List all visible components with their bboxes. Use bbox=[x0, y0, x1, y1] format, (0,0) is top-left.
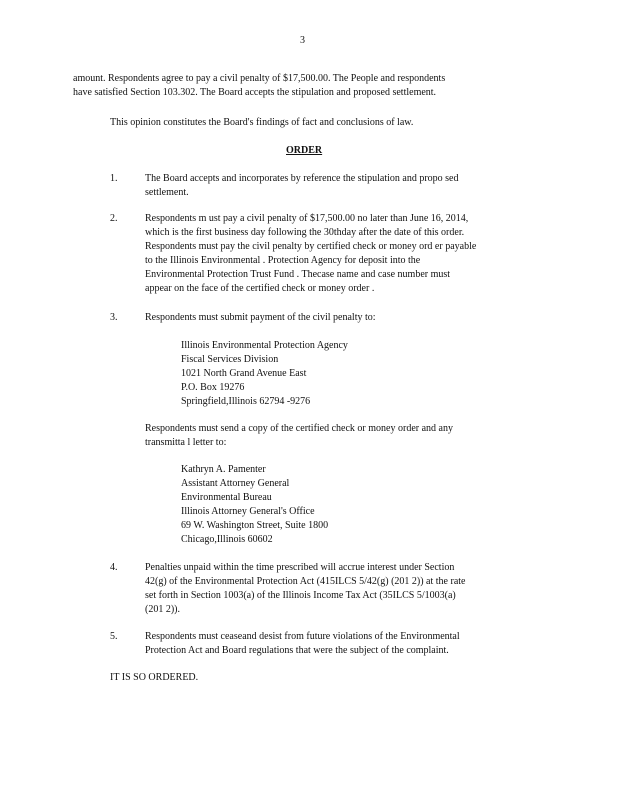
order-item-5 bbox=[145, 630, 535, 658]
page-number: 3 bbox=[300, 35, 305, 46]
address-line: Environmental Bureau bbox=[181, 492, 272, 503]
text-line: Respondents must ceaseand desist from future violations of the Environmental bbox=[145, 631, 460, 642]
text-line: set forth in Section 1003(a) of the Illinois Income Tax Act (35ILCS 5/1003(a) bbox=[145, 590, 456, 601]
text-line: Protection Act and Board regulations that were the subject of the complaint. bbox=[145, 645, 449, 656]
address-line: Kathryn A. Pamenter bbox=[181, 464, 266, 475]
text-line: transmitta l letter to: bbox=[145, 437, 227, 448]
text-line: appear on the face of the certified check or money order . bbox=[145, 283, 375, 294]
attorney-address bbox=[181, 463, 328, 547]
address-line: Assistant Attorney General bbox=[181, 478, 290, 489]
payment-address bbox=[181, 339, 348, 409]
closing-statement: IT IS SO ORDERED. bbox=[110, 672, 199, 683]
address-line: Springfield,Illinois 62794 -9276 bbox=[181, 396, 311, 407]
text-line: (201 2)). bbox=[145, 604, 180, 615]
item-number: 4. bbox=[110, 562, 118, 573]
item-number: 5. bbox=[110, 631, 118, 642]
order-item-1 bbox=[145, 172, 535, 200]
address-line: 1021 North Grand Avenue East bbox=[181, 368, 307, 379]
text-line: have satisfied Section 103.302. The Board accepts the stipulation and proposed settlement. bbox=[73, 87, 437, 98]
text-line: to the Illinois Environmental . Protection Agency for deposit into the bbox=[145, 255, 421, 266]
order-item-3 bbox=[145, 311, 535, 325]
text-line: The Board accepts and incorporates by reference the stipulation and propo sed bbox=[145, 173, 459, 184]
order-item-2 bbox=[145, 212, 535, 296]
intro-paragraph bbox=[73, 72, 445, 100]
address-line: Fiscal Services Division bbox=[181, 354, 279, 365]
order-heading: ORDER bbox=[286, 145, 323, 156]
text-line: Environmental Protection Trust Fund . Thecase name and case number must bbox=[145, 269, 451, 280]
address-line: P.O. Box 19276 bbox=[181, 382, 245, 393]
order-item-4 bbox=[145, 561, 535, 617]
address-line: Illinois Attorney General's Office bbox=[181, 506, 315, 517]
address-line: Illinois Environmental Protection Agency bbox=[181, 340, 348, 351]
text-line: Respondents must send a copy of the certified check or money order and any bbox=[145, 423, 453, 434]
opinion-statement: This opinion constitutes the Board's findings of fact and conclusions of law. bbox=[110, 117, 414, 128]
text-line: Penalties unpaid within the time prescribed will accrue interest under Section bbox=[145, 562, 455, 573]
address-line: 69 W. Washington Street, Suite 1800 bbox=[181, 520, 329, 531]
text-line: Respondents must pay the civil penalty by certified check or money ord er payable bbox=[145, 241, 477, 252]
transmittal-instruction bbox=[145, 422, 535, 450]
text-line: settlement. bbox=[145, 187, 189, 198]
text-line: which is the first business day following the 30thday after the date of this order. bbox=[145, 227, 465, 238]
text-line: Respondents must submit payment of the civil penalty to: bbox=[145, 312, 376, 323]
text-line: 42(g) of the Environmental Protection Act (415ILCS 5/42(g) (201 2)) at the rate bbox=[145, 576, 466, 587]
address-line: Chicago,Illinois 60602 bbox=[181, 534, 273, 545]
text-line: Respondents m ust pay a civil penalty of $17,500.00 no later than June 16, 2014, bbox=[145, 213, 469, 224]
item-number: 2. bbox=[110, 213, 118, 224]
item-number: 3. bbox=[110, 312, 118, 323]
item-number: 1. bbox=[110, 173, 118, 184]
text-line: amount. Respondents agree to pay a civil penalty of $17,500.00. The People and respondents bbox=[73, 73, 446, 84]
